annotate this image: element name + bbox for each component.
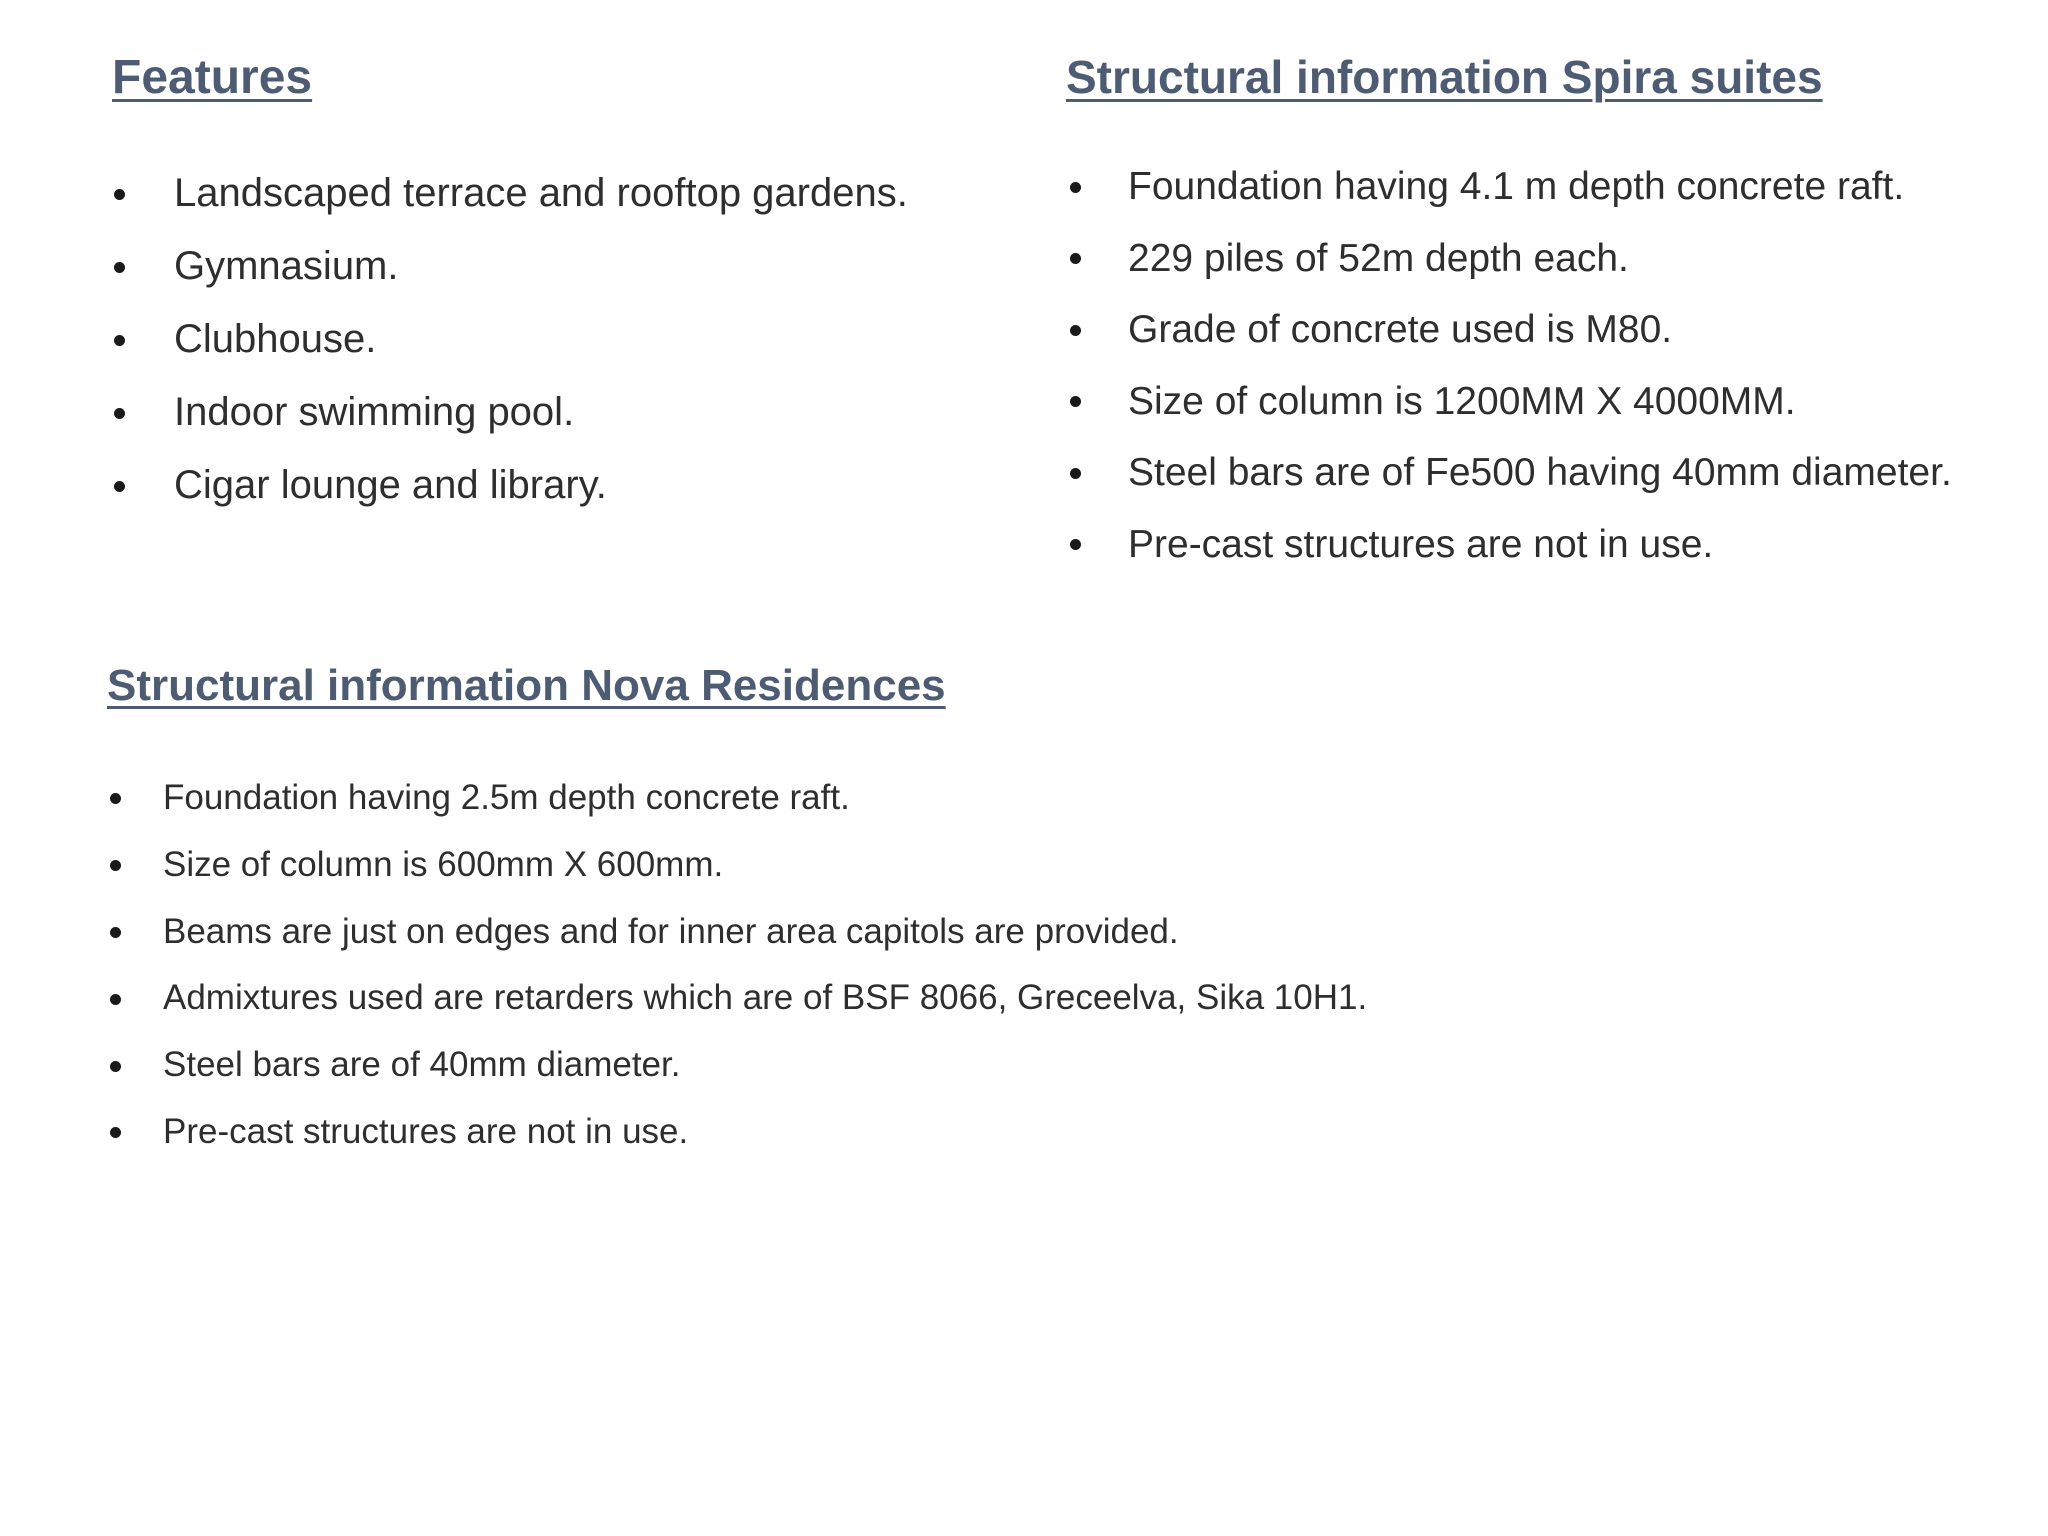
list-item [1066,294,1952,366]
list-item [112,449,908,522]
list-item [112,303,908,376]
bullet-icon [1070,325,1081,336]
list-item [112,376,908,449]
bullet-icon [114,189,125,200]
list-item [107,899,1367,966]
bullet-icon [1070,396,1081,407]
list-item-text: Size of column is 600mm X 600mm. [163,844,724,884]
list-item [1066,151,1952,223]
bullet-icon [1070,182,1081,193]
list-item [112,230,908,303]
bullet-icon [110,1061,121,1072]
nova-residences-heading: Structural information Nova Residences [107,661,946,710]
list-item-text: Steel bars are of 40mm diameter. [163,1045,681,1085]
list-item-text: Pre-cast structures are not in use. [1128,522,1714,566]
list-item-text: Grade of concrete used is M80. [1128,308,1673,351]
list-item-text: 229 piles of 52m depth each. [1128,236,1629,280]
list-item-text: Beams are just on edges and for inner area capitols are provided. [163,911,1179,951]
list-item-text: Size of column is 1200MM X 4000MM. [1128,379,1796,423]
nova-residences-section [107,661,1367,1166]
bullet-icon [114,335,125,346]
bullet-icon [110,860,121,871]
list-item-text: Cigar lounge and library. [174,463,607,507]
spira-suites-heading: Structural information Spira suites [1066,51,1823,103]
list-item [1066,366,1952,438]
spira-suites-list [1066,151,1952,580]
list-item-text: Admixtures used are retarders which are of BSF 8066, Greceelva, Sika 10H1. [163,978,1368,1018]
list-item [1066,509,1952,581]
features-section [112,50,908,522]
list-item [107,965,1367,1032]
features-list [112,157,908,522]
bullet-icon [114,408,125,419]
list-item-text: Pre-cast structures are not in use. [163,1111,689,1151]
list-item-text: Indoor swimming pool. [174,390,575,434]
list-item-text: Steel bars are of Fe500 having 40mm diameter. [1128,451,1952,494]
list-item [107,1032,1367,1099]
bullet-icon [110,1127,121,1138]
list-item [1066,223,1952,295]
bullet-icon [114,262,125,273]
bullet-icon [114,481,125,492]
bullet-icon [110,927,121,938]
spira-suites-section [1066,50,1952,580]
nova-residences-list [107,765,1367,1166]
bullet-icon [110,994,121,1005]
list-item-text: Foundation having 2.5m depth concrete raft. [163,778,850,817]
list-item-text: Gymnasium. [174,244,399,288]
list-item-text: Landscaped terrace and rooftop gardens. [174,171,908,215]
list-item [107,832,1367,899]
list-item-text: Clubhouse. [174,317,377,361]
list-item [112,157,908,230]
list-item [107,765,1367,832]
features-heading: Features [112,51,313,104]
bullet-icon [1070,253,1081,264]
list-item [1066,437,1952,509]
list-item-text: Foundation having 4.1 m depth concrete raft. [1128,165,1905,208]
bullet-icon [110,793,121,804]
list-item [107,1099,1367,1166]
bullet-icon [1070,539,1081,550]
bullet-icon [1070,468,1081,479]
